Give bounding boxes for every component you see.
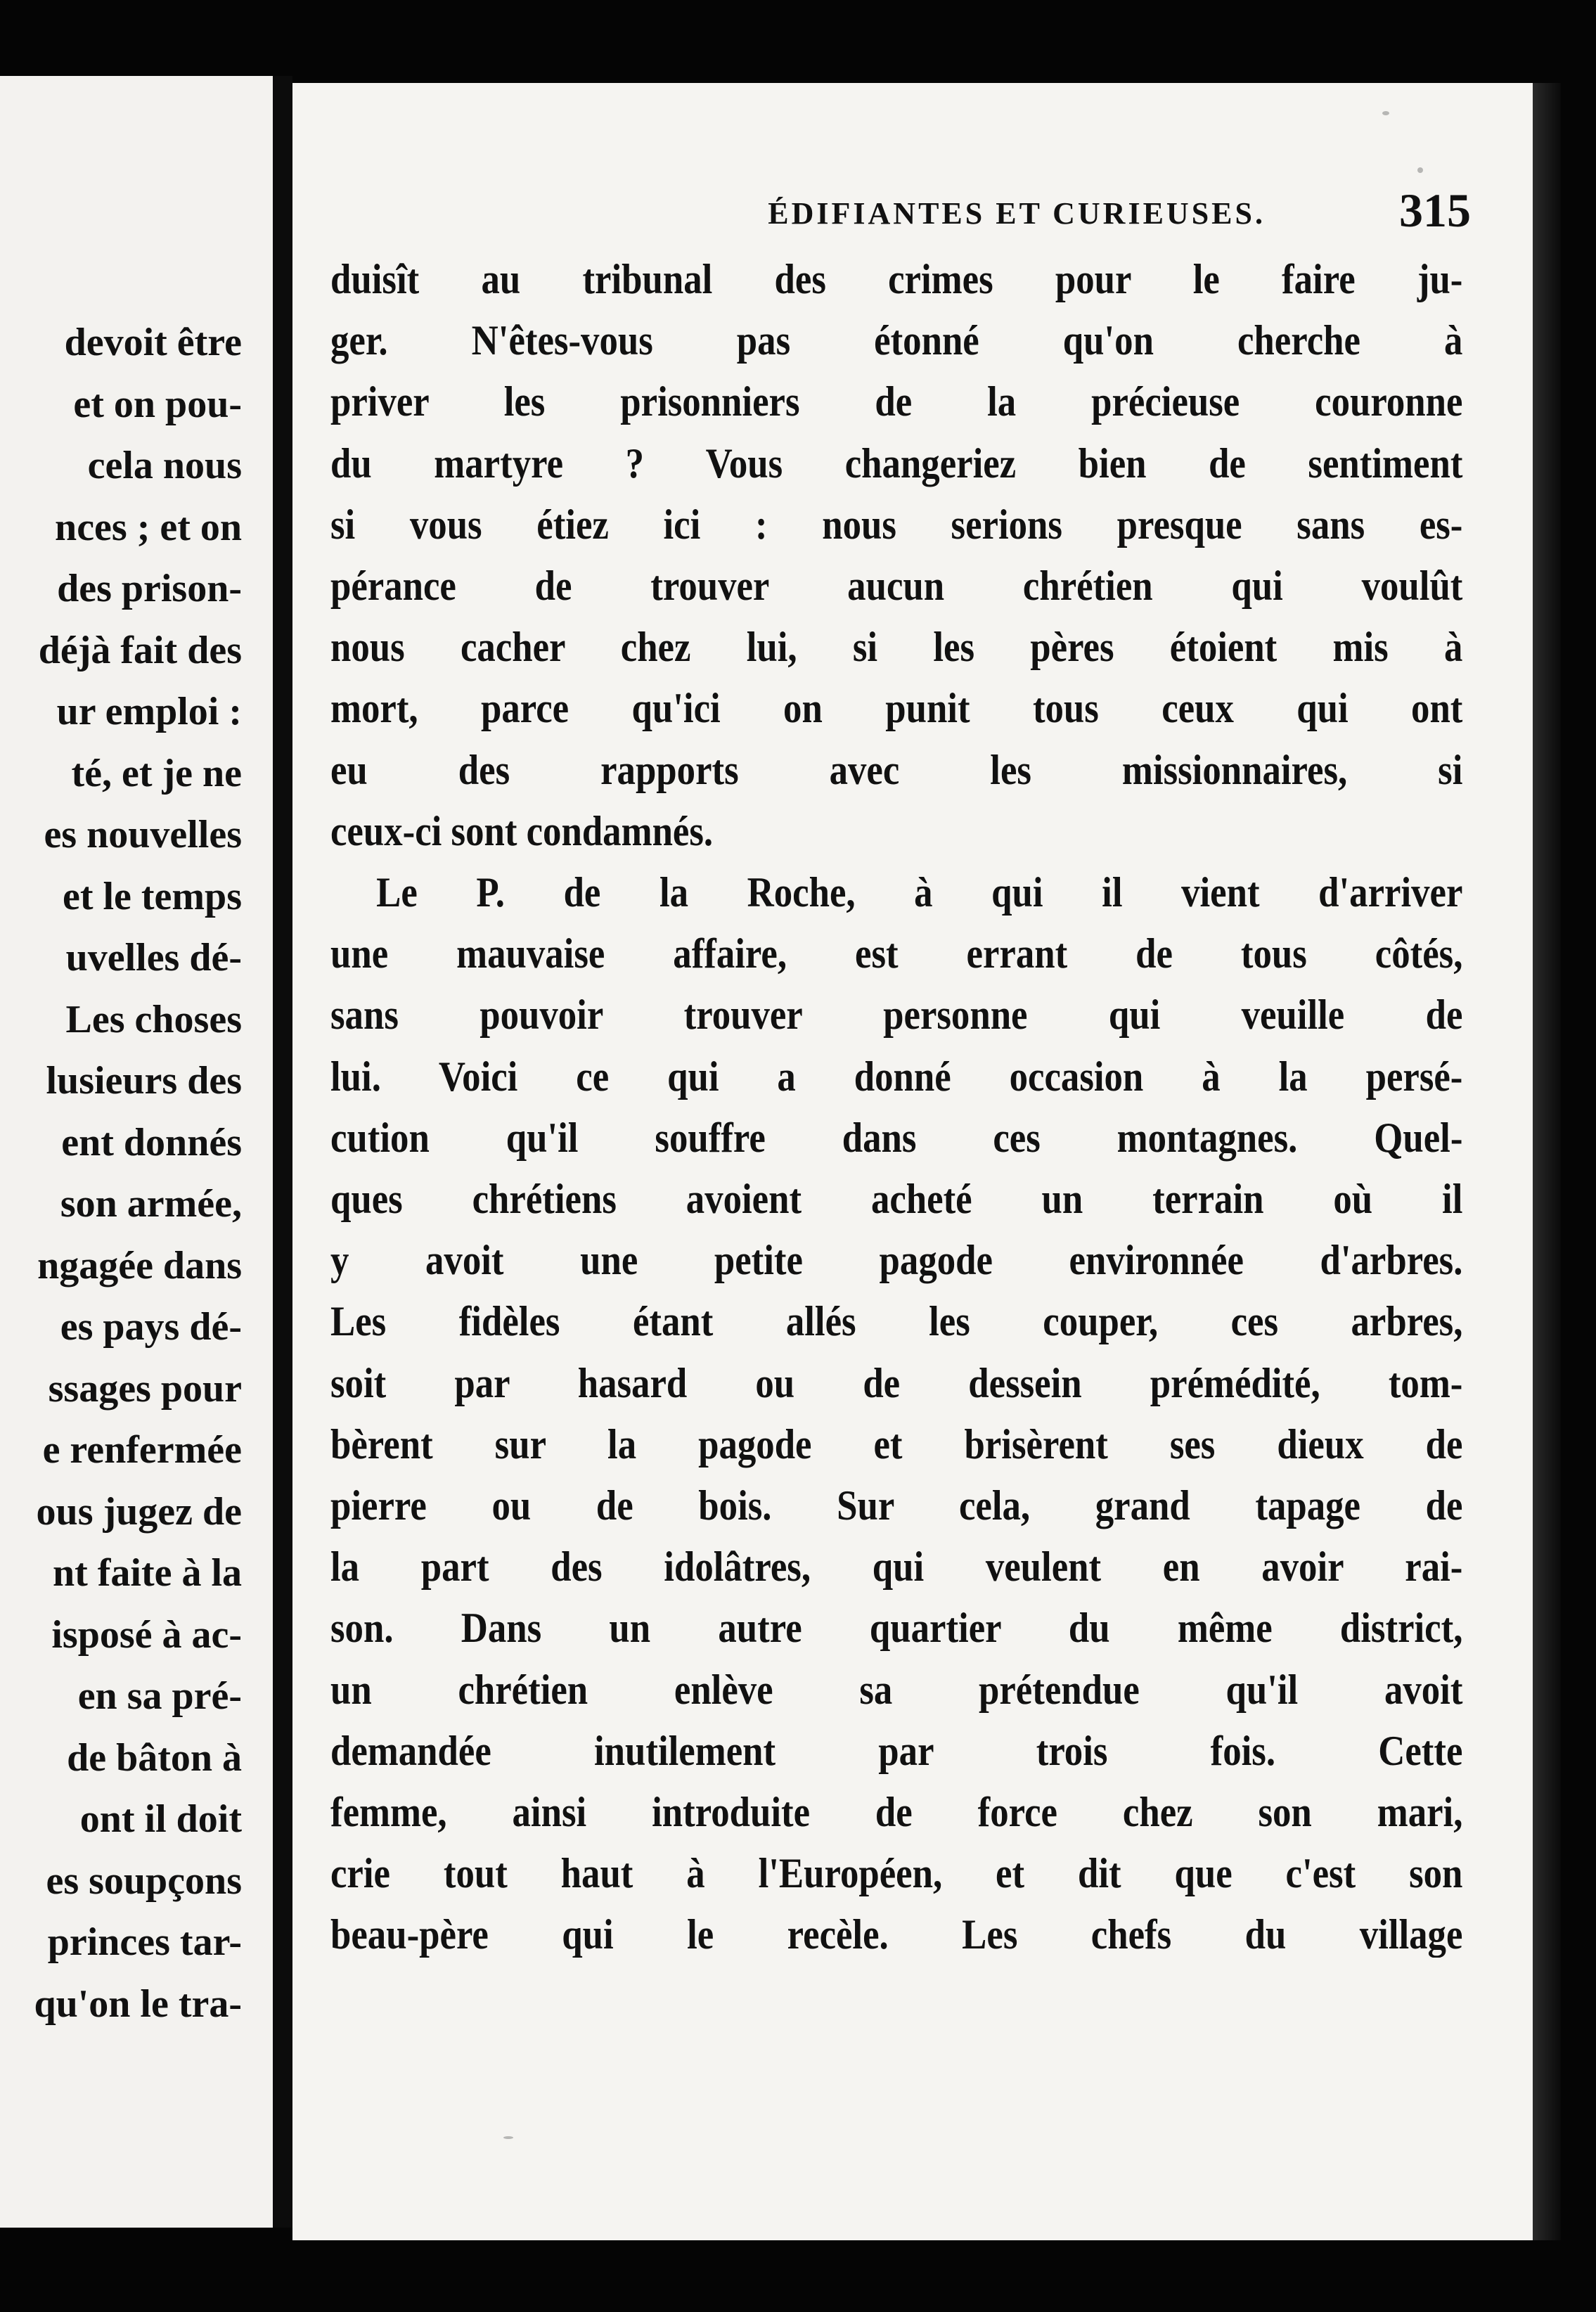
left-line: son armée, [60,1182,242,1226]
text-line: Le P. de la Roche, à qui il vient d'arriver [376,869,1463,916]
left-line: té, et je ne [71,751,242,795]
left-line: en sa pré- [77,1674,242,1718]
text-line: lui. Voici ce qui a donné occasion à la persé- [330,1053,1463,1100]
text-line: une mauvaise affaire, est errant de tous côtés, [330,930,1463,977]
text-line: crie tout haut à l'Européen, et dit que c'est son [330,1850,1463,1897]
text-line: eu des rapports avec les missionnaires, si [330,746,1463,793]
running-head: ÉDIFIANTES ET CURIEUSES. [768,196,1266,231]
text-line: priver les prisonniers de la précieuse couronne [330,378,1463,425]
left-line: isposé à ac- [51,1612,242,1657]
left-line: de bâton à [67,1735,242,1780]
left-line: es pays dé- [60,1305,242,1349]
text-line: si vous étiez ici : nous serions presque sans es- [330,501,1463,548]
text-line: ger. N'êtes-vous pas étonné qu'on cherche à [330,317,1463,364]
text-line: femme, ainsi introduite de force chez son mari, [330,1789,1463,1836]
left-line: nces ; et on [55,505,242,549]
text-line: mort, parce qu'ici on punit tous ceux qui ont [330,685,1463,732]
text-line: bèrent sur la pagode et brisèrent ses dieux de [330,1420,1463,1468]
left-line: nt faite à la [52,1551,242,1595]
left-line: uvelles dé- [65,936,242,980]
paper-speck [1417,167,1423,173]
left-line: qu'on le tra- [34,1982,242,2026]
text-line: soit par hasard ou de dessein prémédité, tom- [330,1359,1463,1406]
left-line: et le temps [62,874,242,918]
text-line: un chrétien enlève sa prétendue qu'il avoit [330,1666,1463,1713]
paper-speck [1382,111,1389,115]
left-page [0,76,273,2228]
left-page-text [34,312,242,2035]
text-line: du martyre ? Vous changeriez bien de sentiment [330,439,1463,487]
left-line: princes tar- [47,1920,242,1964]
left-line: es nouvelles [44,813,242,856]
left-line: déjà fait des [38,628,242,672]
left-line: ent donnés [61,1120,242,1164]
left-line: et on pou- [73,382,242,426]
text-line: la part des idolâtres, qui veulent en avoir rai- [330,1543,1463,1591]
text-line: pérance de trouver aucun chrétien qui voulût [330,563,1463,610]
page-number: 315 [1399,184,1471,237]
text-line: beau-père qui le recèle. Les chefs du village [330,1911,1463,1958]
text-line: son. Dans un autre quartier du même district, [330,1605,1463,1652]
left-line: cela nous [87,444,242,487]
left-line: ssages pour [48,1366,242,1411]
page-edge [1533,83,1561,2240]
text-line: ques chrétiens avoient acheté un terrain où il [330,1176,1463,1223]
paper-speck [503,2136,513,2139]
left-line: es soupçons [46,1858,242,1903]
left-line: ur emploi : [56,690,242,733]
text-line: pierre ou de bois. Sur cela, grand tapage de [330,1482,1463,1529]
left-line: devoit être [64,321,242,364]
text-line: demandée inutilement par trois fois. Cette [330,1727,1463,1774]
text-line: sans pouvoir trouver personne qui veuille de [330,991,1463,1039]
text-line: nous cacher chez lui, si les pères étoient mis à [330,624,1463,671]
left-line: lusieurs des [46,1059,242,1103]
left-line: Les choses [65,997,242,1041]
text-line: ceux-ci sont condamnés. [330,807,714,854]
body-text [330,249,1462,1966]
left-line: e renfermée [42,1428,242,1472]
text-line: Les fidèles étant allés les couper, ces arbres, [330,1298,1463,1345]
left-line: ous jugez de [36,1489,242,1534]
text-line: y avoit une petite pagode environnée d'arbres. [330,1237,1463,1284]
left-line: des prison- [57,567,242,610]
book-gutter [273,76,292,2228]
text-line: duisît au tribunal des crimes pour le faire ju- [330,256,1463,302]
left-line: ont il doit [79,1797,242,1841]
text-line: cution qu'il souffre dans ces montagnes. Quel- [330,1114,1463,1161]
right-page [292,83,1533,2240]
left-line: ngagée dans [37,1243,242,1287]
